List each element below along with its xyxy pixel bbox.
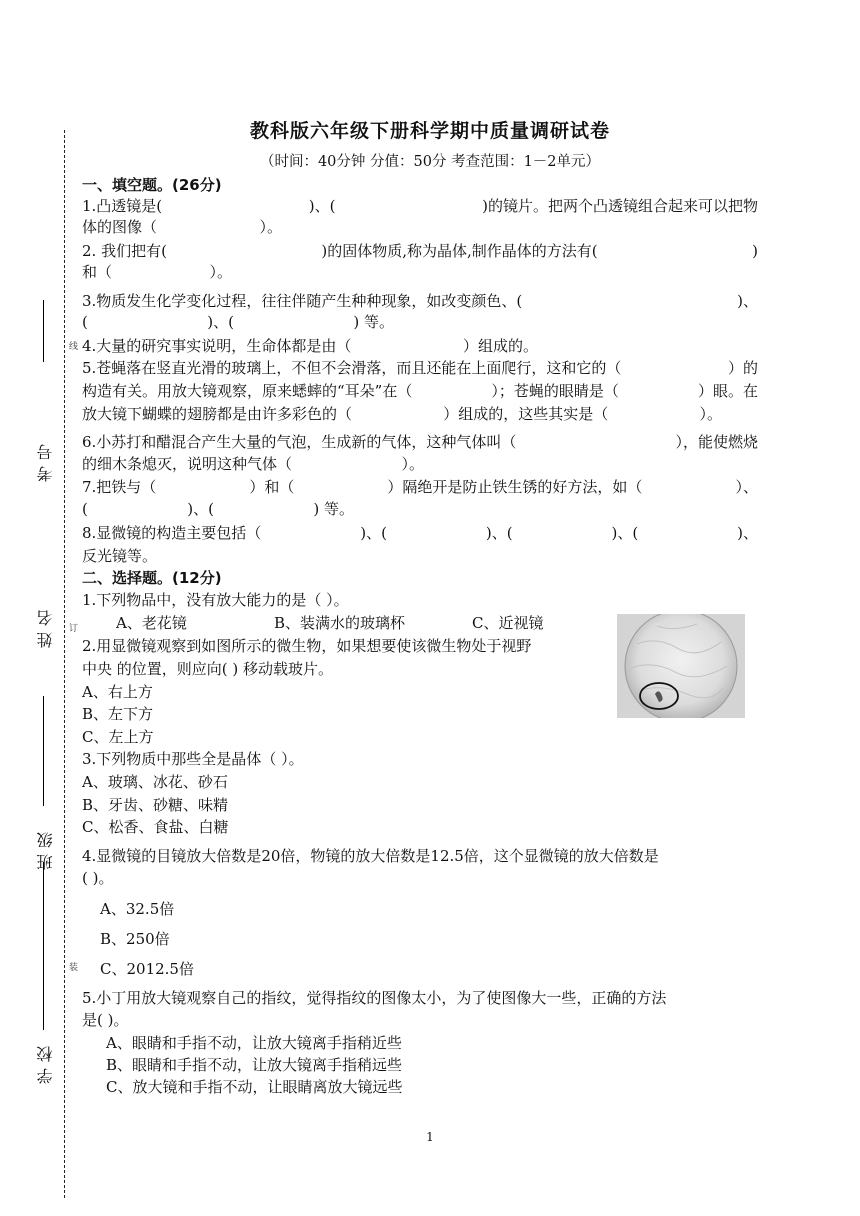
choice-q1-option-b: B、装满水的玻璃杯 bbox=[274, 614, 406, 632]
text-segment: )、( bbox=[360, 524, 387, 542]
fill-q5-line1 bbox=[82, 358, 758, 379]
text-segment: )、 bbox=[737, 292, 758, 310]
text-segment: 4.大量的研究事实说明，生命体都是由（ bbox=[82, 337, 352, 355]
text-segment: ) 等。 bbox=[353, 313, 394, 331]
choice-q4-option-c: C、2012.5倍 bbox=[100, 960, 194, 978]
text-segment: ）。 bbox=[259, 218, 282, 236]
name-label: 姓名 bbox=[36, 604, 55, 648]
choice-q3-option-b: B、牙齿、砂糖、味精 bbox=[82, 796, 229, 814]
page-number: 1 bbox=[426, 1130, 434, 1144]
text-segment: 5.苍蝇落在竖直光滑的玻璃上，不但不会滑落，而且还能在上面爬行，这和它的（ bbox=[82, 359, 622, 377]
choice-q1-stem: 1.下列物品中，没有放大能力的是（ ）。 bbox=[82, 591, 349, 609]
class-label: 班级 bbox=[36, 826, 55, 870]
fill-q5-line2 bbox=[82, 381, 758, 402]
text-segment: 2. 我们把有( bbox=[82, 242, 167, 260]
choice-q5-option-a: A、眼睛和手指不动，让放大镜离手指稍近些 bbox=[106, 1034, 402, 1052]
text-segment: ）、 bbox=[735, 478, 758, 496]
choice-q2-stem-line1: 2.用显微镜观察到如图所示的微生物，如果想要使该微生物处于视野 bbox=[82, 637, 532, 655]
text-segment: )的镜片。把两个凸透镜组合起来可以把物 bbox=[482, 197, 758, 215]
choice-q2-option-a: A、右上方 bbox=[82, 683, 153, 701]
fill-q2-line1 bbox=[82, 241, 758, 262]
text-segment: )、( bbox=[611, 524, 639, 542]
choice-q5-option-b: B、眼睛和手指不动，让放大镜离手指稍远些 bbox=[106, 1056, 403, 1074]
choice-q4-option-b: B、250倍 bbox=[100, 930, 170, 948]
cut-mark-line: 线 bbox=[67, 341, 77, 350]
choice-q5-option-c: C、放大镜和手指不动，让眼睛离放大镜远些 bbox=[106, 1078, 403, 1096]
choice-q1-option-a: A、老花镜 bbox=[116, 614, 187, 632]
fill-q5-line3 bbox=[82, 404, 722, 425]
text-segment: 和（ bbox=[82, 263, 113, 281]
choice-q3-option-c: C、松香、食盐、白糖 bbox=[82, 818, 229, 836]
text-segment: ）。 bbox=[209, 263, 232, 281]
text-segment: ）隔绝开是防止铁生锈的好方法，如（ bbox=[387, 478, 643, 496]
choice-q2-option-c: C、左上方 bbox=[82, 728, 154, 746]
choice-q5-stem-line2: 是( )。 bbox=[82, 1011, 129, 1029]
fill-q7-line1 bbox=[82, 477, 758, 498]
text-segment: ）组成的。 bbox=[462, 337, 538, 355]
text-segment: )的固体物质,称为晶体,制作晶体的方法有( bbox=[321, 242, 598, 260]
text-segment: 构造有关。用放大镜观察，原来蟋蟀的“耳朵”在（ bbox=[82, 382, 413, 400]
text-segment: 放大镜下蝴蝶的翅膀都是由许多彩色的（ bbox=[82, 405, 353, 423]
fill-q6-line2 bbox=[82, 454, 424, 475]
exam-number-blank-line bbox=[43, 300, 44, 362]
fill-q1-line1 bbox=[82, 196, 758, 217]
text-segment: ( bbox=[82, 500, 88, 518]
fill-q6-line1 bbox=[82, 432, 758, 453]
text-segment: 体的图像（ bbox=[82, 218, 158, 236]
fill-q3-line1 bbox=[82, 291, 758, 312]
text-segment: ），能使燃烧 bbox=[675, 433, 758, 451]
choice-q4-option-a: A、32.5倍 bbox=[100, 900, 175, 918]
fill-q8-line2: 反光镜等。 bbox=[82, 547, 158, 565]
choice-q4-stem-line1: 4.显微镜的目镜放大倍数是20倍，物镜的放大倍数是12.5倍，这个显微镜的放大倍数是 bbox=[82, 847, 659, 865]
text-segment: 3.物质发生化学变化过程，往往伴随产生种种现象，如改变颜色、( bbox=[82, 292, 523, 310]
text-segment: )、( bbox=[308, 197, 336, 215]
cut-mark-fold: 装 bbox=[67, 962, 77, 971]
choice-q5-stem-line1: 5.小丁用放大镜观察自己的指纹，觉得指纹的图像太小，为了使图像大一些，正确的方法 bbox=[82, 989, 667, 1007]
exam-number-label: 考号 bbox=[36, 438, 55, 482]
school-blank-line bbox=[43, 862, 44, 1030]
fill-q3-line2 bbox=[82, 312, 394, 333]
text-segment: ）眼。在 bbox=[697, 382, 758, 400]
text-segment: ）。 bbox=[699, 405, 722, 423]
class-blank-line bbox=[43, 696, 44, 806]
section-fill-heading: 一、填空题。(26分) bbox=[82, 176, 222, 194]
text-segment: ）；苍蝇的眼睛是（ bbox=[491, 382, 619, 400]
text-segment: )、( bbox=[207, 313, 234, 331]
text-segment: 6.小苏打和醋混合产生大量的气泡，生成新的气体，这种气体叫（ bbox=[82, 433, 517, 451]
text-segment: ( bbox=[82, 313, 88, 331]
choice-q3-option-a: A、玻璃、冰花、砂石 bbox=[82, 773, 228, 791]
fill-q7-line2 bbox=[82, 499, 354, 520]
text-segment: ）的 bbox=[727, 359, 758, 377]
text-segment: ）。 bbox=[401, 455, 424, 473]
fill-q4 bbox=[82, 336, 538, 357]
section-choice-heading: 二、选择题。(12分) bbox=[82, 569, 222, 587]
choice-q4-stem-line2: ( )。 bbox=[82, 869, 114, 887]
text-segment: ) 等。 bbox=[313, 500, 354, 518]
exam-info: （时间：40分钟 分值：50分 考查范围：1－2单元） bbox=[259, 154, 601, 170]
binding-dashed-line bbox=[64, 130, 65, 1198]
text-segment: ）和（ bbox=[249, 478, 295, 496]
fill-q1-line2 bbox=[82, 217, 282, 238]
text-segment: 7.把铁与（ bbox=[82, 478, 157, 496]
choice-q2-option-b: B、左下方 bbox=[82, 705, 154, 723]
text-segment: 的细木条熄灭，说明这种气体（ bbox=[82, 455, 293, 473]
microscope-view-figure bbox=[617, 614, 745, 718]
school-label: 学校 bbox=[36, 1040, 55, 1084]
text-segment: )、( bbox=[187, 500, 214, 518]
choice-q2-stem-line2: 中央 的位置，则应向( ) 移动载玻片。 bbox=[82, 660, 334, 678]
text-segment: 8.显微镜的构造主要包括（ bbox=[82, 524, 262, 542]
cut-mark-bind: 订 bbox=[67, 623, 77, 632]
choice-q3-stem: 3.下列物质中那些全是晶体（ ）。 bbox=[82, 750, 304, 768]
text-segment: )、( bbox=[485, 524, 513, 542]
choice-q1-option-c: C、近视镜 bbox=[472, 614, 544, 632]
text-segment: )、 bbox=[737, 524, 758, 542]
fill-q2-line2 bbox=[82, 262, 232, 283]
text-segment: 1.凸透镜是( bbox=[82, 197, 163, 215]
text-segment: ）组成的，这些其实是（ bbox=[443, 405, 609, 423]
text-segment: ) bbox=[752, 242, 758, 260]
fill-q8-line1 bbox=[82, 523, 758, 544]
page-title: 教科版六年级下册科学期中质量调研试卷 bbox=[249, 120, 610, 142]
